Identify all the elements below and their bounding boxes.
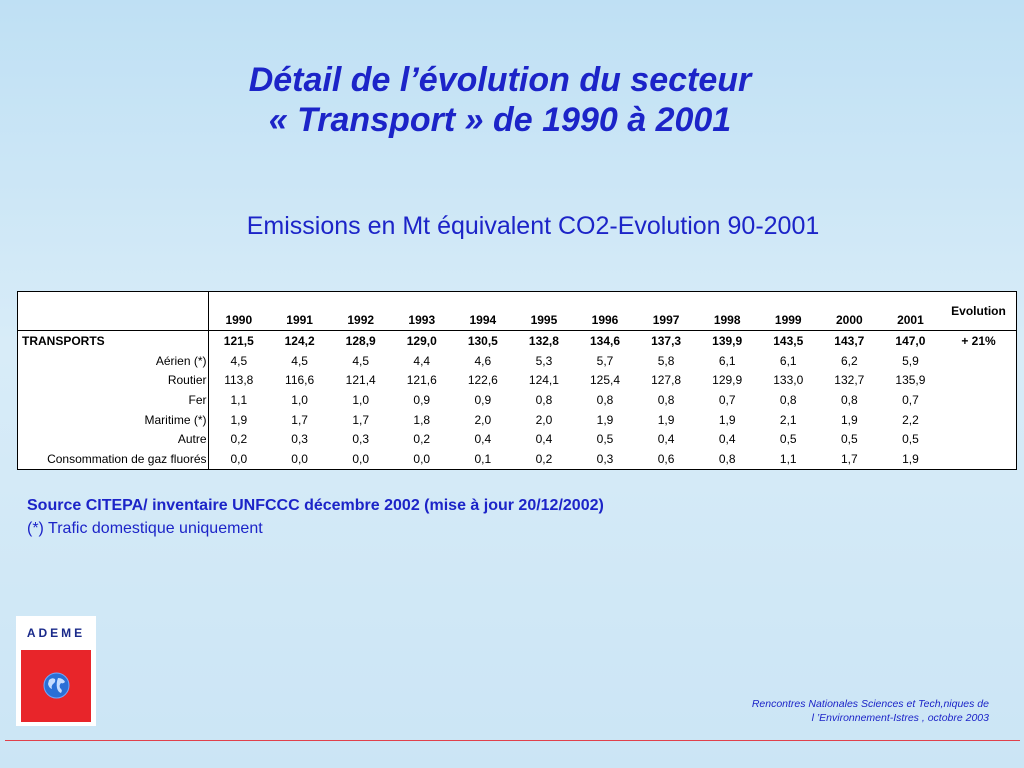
table-cell: 2,1	[779, 412, 797, 427]
table-cell: 1,9	[718, 412, 736, 427]
globe-icon	[43, 672, 70, 699]
year-header: 2000	[819, 292, 880, 331]
table-cell: 4,5	[352, 353, 370, 368]
year-header: 1995	[513, 292, 574, 331]
table-row-total	[18, 331, 1016, 351]
footer-rule	[5, 740, 1020, 741]
table-cell: 0,4	[535, 432, 553, 447]
table-cell: 125,4	[589, 373, 621, 388]
table-cell: 5,9	[902, 353, 919, 368]
evolution-cell	[941, 410, 1016, 430]
table-cell: 124,2	[284, 334, 315, 349]
table-cell: 1,1	[779, 452, 797, 467]
evolution-cell	[941, 371, 1016, 391]
table-cell: 1,9	[230, 412, 248, 427]
table-cell: 0,3	[596, 452, 614, 467]
footer-line1: Rencontres Nationales Sciences et Tech,niques de	[751, 698, 989, 710]
year-header: 1992	[330, 292, 391, 331]
row-label: Consommation de gaz fluorés	[18, 449, 208, 469]
table-caption: Emissions en Mt équivalent CO2-Evolution 90-2001	[246, 212, 820, 240]
table-cell: 0,9	[413, 393, 431, 408]
table-cell: 139,9	[712, 334, 743, 349]
table-header-row	[18, 292, 1016, 331]
table-cell: 0,4	[474, 432, 492, 447]
table-cell: 2,0	[474, 412, 492, 427]
table-cell: 129,9	[712, 373, 743, 388]
table-cell: 0,2	[535, 452, 553, 467]
table-cell: 0,4	[657, 432, 675, 447]
year-header: 1991	[269, 292, 330, 331]
table-cell: 0,7	[902, 393, 919, 408]
table-cell: 121,4	[345, 373, 376, 388]
table-row	[18, 410, 1016, 430]
row-label: Aérien (*)	[18, 351, 208, 371]
evolution-cell	[941, 449, 1016, 469]
table-cell: 5,8	[657, 353, 675, 368]
row-label: Fer	[18, 390, 208, 410]
table-cell: 1,9	[596, 412, 614, 427]
table-cell: 127,8	[651, 373, 682, 388]
table-cell: 1,0	[291, 393, 308, 408]
row-label: Autre	[18, 430, 208, 450]
table-cell: 132,8	[528, 334, 559, 349]
table-cell: 113,8	[224, 373, 254, 388]
table-cell: 1,1	[230, 393, 248, 408]
table-cell: 0,0	[413, 452, 431, 467]
table-cell: 0,8	[779, 393, 797, 408]
footer-note	[752, 697, 989, 725]
evolution-cell: + 21%	[961, 334, 996, 349]
table-cell: 0,0	[352, 452, 370, 467]
table-row	[18, 390, 1016, 410]
table-cell: 130,5	[467, 334, 498, 349]
table-cell: 1,9	[657, 412, 675, 427]
table-cell: 1,9	[840, 412, 858, 427]
table-cell: 1,9	[902, 452, 919, 467]
table-cell: 0,1	[474, 452, 492, 467]
logo-text: ADEME	[26, 626, 86, 640]
row-label: TRANSPORTS	[18, 331, 208, 351]
table-cell: 4,5	[291, 353, 308, 368]
table-cell: 2,0	[535, 412, 553, 427]
table-cell: 0,8	[840, 393, 858, 408]
table-row	[18, 449, 1016, 469]
table-cell: 143,7	[834, 334, 865, 349]
table-cell: 121,5	[223, 334, 254, 349]
table-cell: 122,6	[467, 373, 498, 388]
table-cell: 134,6	[589, 334, 621, 349]
table-cell: 0,0	[230, 452, 248, 467]
table-cell: 1,0	[352, 393, 370, 408]
year-header: 1990	[208, 292, 269, 331]
logo-red-square	[21, 650, 91, 722]
table-cell: 0,3	[291, 432, 308, 447]
ademe-logo	[16, 616, 96, 726]
table-cell: 6,1	[718, 353, 736, 368]
table-cell: 0,0	[291, 452, 308, 467]
slide-title-line2: « Transport » de 1990 à 2001	[268, 101, 732, 139]
table-cell: 0,8	[718, 452, 736, 467]
table-cell: 129,0	[406, 334, 437, 349]
table-cell: 1,8	[413, 412, 431, 427]
evolution-cell	[941, 430, 1016, 450]
table-cell: 143,5	[773, 334, 804, 349]
table-cell: 0,8	[596, 393, 614, 408]
header-empty-cell	[18, 292, 208, 331]
table-cell: 0,4	[718, 432, 736, 447]
table-cell: 5,3	[535, 353, 553, 368]
table-row	[18, 371, 1016, 391]
evolution-cell	[941, 351, 1016, 371]
source-line: Source CITEPA/ inventaire UNFCCC décembre 2002 (mise à jour 20/12/2002)	[27, 497, 604, 514]
table-cell: 6,2	[840, 353, 858, 368]
table-cell: 0,8	[535, 393, 553, 408]
table-cell: 0,8	[657, 393, 675, 408]
table-cell: 0,7	[718, 393, 736, 408]
table-cell: 1,7	[840, 452, 858, 467]
footnote-line: (*) Trafic domestique uniquement	[27, 520, 263, 537]
evolution-cell	[941, 390, 1016, 410]
slide-title-line1: Détail de l’évolution du secteur	[248, 61, 752, 99]
table-cell: 0,6	[657, 452, 675, 467]
table-cell: 0,5	[779, 432, 797, 447]
table-cell: 4,5	[230, 353, 248, 368]
year-header: 1996	[574, 292, 635, 331]
row-label: Maritime (*)	[18, 410, 208, 430]
source-note	[27, 494, 604, 540]
row-label: Routier	[18, 371, 208, 391]
table-cell: 0,2	[413, 432, 431, 447]
emissions-table	[17, 291, 1017, 470]
table-cell: 0,9	[474, 393, 492, 408]
slide-title	[0, 60, 1000, 140]
table-cell: 1,7	[352, 412, 370, 427]
year-header: 1993	[391, 292, 452, 331]
year-header: 1998	[697, 292, 758, 331]
table-cell: 0,5	[596, 432, 614, 447]
table-cell: 4,4	[413, 353, 431, 368]
table-cell: 137,3	[651, 334, 682, 349]
table-cell: 128,9	[345, 334, 376, 349]
table-row	[18, 351, 1016, 371]
table-cell: 4,6	[474, 353, 492, 368]
year-header: 1994	[452, 292, 513, 331]
table-cell: 116,6	[285, 373, 315, 388]
table-cell: 0,2	[230, 432, 248, 447]
year-header: 2001	[880, 292, 941, 331]
table-cell: 147,0	[895, 334, 926, 349]
table-body	[18, 331, 1016, 469]
table-cell: 133,0	[773, 373, 804, 388]
table-cell: 132,7	[834, 373, 865, 388]
table-cell: 0,3	[352, 432, 370, 447]
table-cell: 6,1	[779, 353, 797, 368]
table-cell: 124,1	[528, 373, 559, 388]
footer-line2: l ’Environnement-Istres , octobre 2003	[811, 712, 989, 724]
table-cell: 2,2	[902, 412, 919, 427]
table-cell: 1,7	[291, 412, 308, 427]
table-row	[18, 430, 1016, 450]
evolution-header: Evolution	[941, 292, 1016, 331]
table-cell: 5,7	[596, 353, 614, 368]
year-header: 1997	[636, 292, 697, 331]
table-cell: 135,9	[895, 373, 926, 388]
table-cell: 121,6	[406, 373, 437, 388]
table-cell: 0,5	[902, 432, 919, 447]
table-cell: 0,5	[840, 432, 858, 447]
year-header: 1999	[758, 292, 819, 331]
